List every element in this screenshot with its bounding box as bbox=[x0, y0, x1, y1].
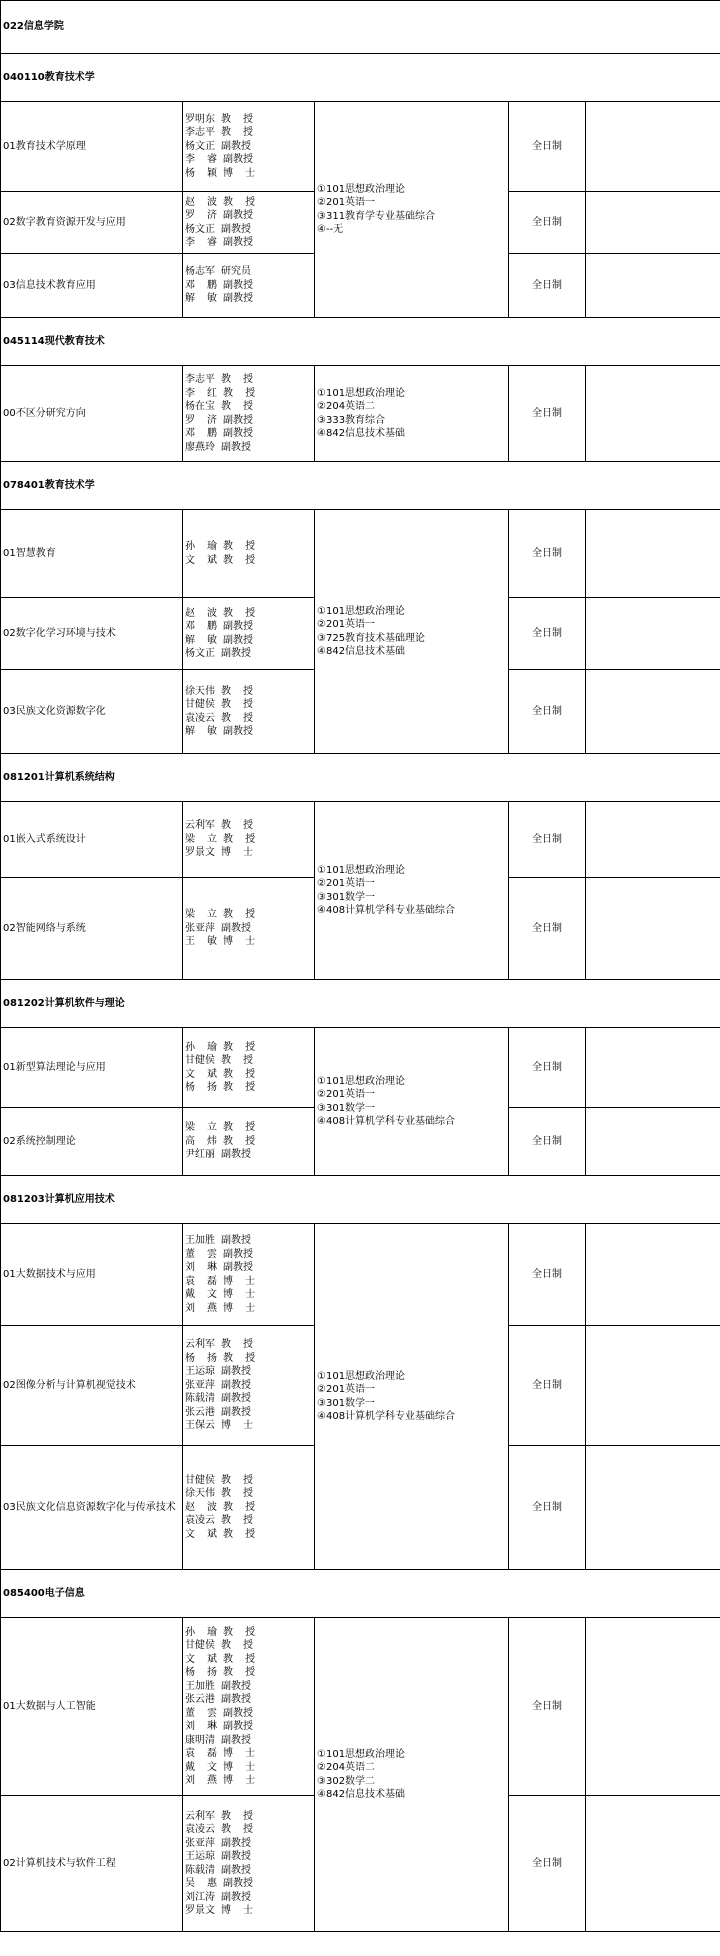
tutor-list bbox=[183, 1224, 315, 1326]
exam-subjects bbox=[315, 802, 509, 980]
tutor-list bbox=[183, 1326, 315, 1446]
exam-subject: ②201英语一 bbox=[317, 878, 376, 889]
direction-name: 01嵌入式系统设计 bbox=[1, 802, 183, 878]
exam-subject: ④408计算机学科专业基础综合 bbox=[317, 1411, 456, 1422]
tutor-entry: 高 炜 教 授 bbox=[185, 1135, 256, 1147]
tutor-entry: 杨志军 研究员 bbox=[185, 266, 252, 278]
exam-subject: ③301数学一 bbox=[317, 1397, 376, 1409]
tutor-entry: 孙 瑜 教 授 bbox=[185, 541, 256, 552]
direction-name: 01大数据与人工智能 bbox=[1, 1618, 183, 1796]
tutor-list bbox=[183, 878, 315, 980]
tutor-entry: 刘 琳 副教授 bbox=[185, 1262, 254, 1273]
study-mode: 全日制 bbox=[509, 670, 586, 754]
direction-row bbox=[1, 802, 720, 878]
exam-subject: ③311教育学专业基础综合 bbox=[317, 210, 436, 222]
tutor-entry: 解 敏 副教授 bbox=[185, 634, 254, 646]
exam-subject: ④408计算机学科专业基础综合 bbox=[317, 1116, 456, 1127]
tutor-entry: 杨 扬 教 授 bbox=[185, 1352, 256, 1364]
major-title: 081203计算机应用技术 bbox=[1, 1176, 720, 1224]
exam-subject: ②201英语一 bbox=[317, 1089, 376, 1100]
tutor-entry: 罗明东 教 授 bbox=[185, 113, 254, 125]
study-mode: 全日制 bbox=[509, 1224, 586, 1326]
tutor-entry: 张云港 副教授 bbox=[185, 1406, 252, 1418]
tutor-entry: 梁 立 教 授 bbox=[185, 1122, 256, 1134]
notes-cell bbox=[586, 878, 720, 980]
exam-subjects bbox=[315, 366, 509, 462]
tutor-entry: 吴 惠 副教授 bbox=[185, 1878, 254, 1889]
tutor-entry: 杨文正 副教授 bbox=[185, 223, 252, 235]
major-header-row bbox=[1, 1570, 720, 1618]
tutor-entry: 徐天伟 教 授 bbox=[185, 1488, 254, 1500]
exam-subject: ①101思想政治理论 bbox=[317, 605, 406, 617]
tutor-entry: 董 雲 副教授 bbox=[185, 1248, 254, 1260]
tutor-entry: 甘健侯 教 授 bbox=[185, 1055, 254, 1066]
study-mode: 全日制 bbox=[509, 1446, 586, 1570]
notes-cell bbox=[586, 192, 720, 254]
tutor-entry: 杨 扬 教 授 bbox=[185, 1082, 256, 1093]
exam-subjects bbox=[315, 102, 509, 318]
major-header-row bbox=[1, 754, 720, 802]
tutor-entry: 罗景文 博 士 bbox=[185, 1905, 254, 1916]
exam-subject: ②201英语一 bbox=[317, 197, 376, 208]
direction-name: 03信息技术教育应用 bbox=[1, 254, 183, 318]
tutor-entry: 云利军 教 授 bbox=[185, 1810, 254, 1822]
direction-name: 02数字化学习环境与技术 bbox=[1, 598, 183, 670]
direction-row bbox=[1, 510, 720, 598]
exam-subjects bbox=[315, 1028, 509, 1176]
exam-subject: ①101思想政治理论 bbox=[317, 864, 406, 876]
tutor-entry: 李志平 教 授 bbox=[185, 127, 254, 139]
exam-subject: ④842信息技术基础 bbox=[317, 646, 406, 657]
tutor-entry: 李 睿 副教授 bbox=[185, 154, 254, 166]
direction-row bbox=[1, 1028, 720, 1108]
tutor-list bbox=[183, 192, 315, 254]
tutor-list bbox=[183, 1446, 315, 1570]
study-mode: 全日制 bbox=[509, 878, 586, 980]
tutor-entry: 袁 磊 博 士 bbox=[185, 1275, 256, 1287]
exam-subjects bbox=[315, 510, 509, 754]
tutor-entry: 尹红丽 副教授 bbox=[185, 1149, 252, 1161]
major-header-row bbox=[1, 1176, 720, 1224]
exam-subject: ③301数学一 bbox=[317, 891, 376, 903]
major-header-row bbox=[1, 980, 720, 1028]
tutor-list bbox=[183, 510, 315, 598]
notes-cell bbox=[586, 102, 720, 192]
notes-cell bbox=[586, 510, 720, 598]
notes-cell bbox=[586, 1224, 720, 1326]
tutor-list bbox=[183, 1618, 315, 1796]
study-mode: 全日制 bbox=[509, 1028, 586, 1108]
tutor-entry: 戴 文 博 士 bbox=[185, 1761, 256, 1773]
tutor-entry: 罗 济 副教授 bbox=[185, 414, 254, 426]
exam-subject: ④842信息技术基础 bbox=[317, 1789, 406, 1800]
direction-row bbox=[1, 366, 720, 462]
tutor-entry: 王运琼 副教授 bbox=[185, 1851, 252, 1862]
tutor-entry: 文 斌 教 授 bbox=[185, 1068, 256, 1080]
tutor-entry: 袁凌云 教 授 bbox=[185, 712, 254, 724]
direction-name: 01大数据技术与应用 bbox=[1, 1224, 183, 1326]
notes-cell bbox=[586, 1796, 720, 1932]
tutor-entry: 李 红 教 授 bbox=[185, 387, 256, 399]
direction-name: 02数字教育资源开发与应用 bbox=[1, 192, 183, 254]
notes-cell bbox=[586, 254, 720, 318]
exam-subjects bbox=[315, 1224, 509, 1570]
study-mode: 全日制 bbox=[509, 254, 586, 318]
tutor-list bbox=[183, 1028, 315, 1108]
major-header-row bbox=[1, 462, 720, 510]
notes-cell bbox=[586, 1618, 720, 1796]
major-header-row bbox=[1, 54, 720, 102]
exam-subject: ④408计算机学科专业基础综合 bbox=[317, 905, 456, 916]
notes-cell bbox=[586, 1446, 720, 1570]
direction-name: 01新型算法理论与应用 bbox=[1, 1028, 183, 1108]
study-mode: 全日制 bbox=[509, 510, 586, 598]
study-mode: 全日制 bbox=[509, 102, 586, 192]
direction-name: 00不区分研究方向 bbox=[1, 366, 183, 462]
exam-subject: ②204英语二 bbox=[317, 1762, 376, 1773]
direction-name: 01智慧教育 bbox=[1, 510, 183, 598]
tutor-list bbox=[183, 1796, 315, 1932]
tutor-entry: 梁 立 教 授 bbox=[185, 833, 256, 845]
study-mode: 全日制 bbox=[509, 1796, 586, 1932]
major-title: 085400电子信息 bbox=[1, 1570, 720, 1618]
tutor-entry: 袁 磊 博 士 bbox=[185, 1748, 256, 1759]
tutor-entry: 王加胜 副教授 bbox=[185, 1235, 252, 1246]
study-mode: 全日制 bbox=[509, 1618, 586, 1796]
tutor-entry: 王 敏 博 士 bbox=[185, 936, 256, 948]
notes-cell bbox=[586, 1108, 720, 1176]
tutor-entry: 张云港 副教授 bbox=[185, 1694, 252, 1705]
tutor-entry: 杨 颖 博 士 bbox=[185, 167, 256, 179]
tutor-entry: 邓 鹏 副教授 bbox=[185, 621, 254, 632]
notes-cell bbox=[586, 802, 720, 878]
major-title: 078401教育技术学 bbox=[1, 462, 720, 510]
exam-subject: ③302数学二 bbox=[317, 1775, 376, 1787]
tutor-entry: 文 斌 教 授 bbox=[185, 554, 256, 566]
exam-subject: ①101思想政治理论 bbox=[317, 1370, 406, 1382]
tutor-entry: 甘健侯 教 授 bbox=[185, 699, 254, 710]
tutor-entry: 王保云 博 士 bbox=[185, 1420, 254, 1432]
tutor-entry: 刘 琳 副教授 bbox=[185, 1721, 254, 1732]
notes-cell bbox=[586, 598, 720, 670]
tutor-entry: 梁 立 教 授 bbox=[185, 909, 256, 921]
notes-cell bbox=[586, 670, 720, 754]
tutor-entry: 邓 鹏 副教授 bbox=[185, 428, 254, 439]
notes-cell bbox=[586, 366, 720, 462]
tutor-entry: 杨在宝 教 授 bbox=[185, 401, 254, 412]
tutor-entry: 解 敏 副教授 bbox=[185, 726, 254, 737]
tutor-list bbox=[183, 254, 315, 318]
tutor-entry: 刘江涛 副教授 bbox=[185, 1891, 252, 1903]
study-mode: 全日制 bbox=[509, 598, 586, 670]
notes-cell bbox=[586, 1326, 720, 1446]
tutor-entry: 文 斌 教 授 bbox=[185, 1528, 256, 1540]
exam-subjects bbox=[315, 1618, 509, 1932]
tutor-entry: 文 斌 教 授 bbox=[185, 1653, 256, 1665]
tutor-entry: 刘 燕 博 士 bbox=[185, 1775, 256, 1786]
college-title: 022信息学院 bbox=[1, 1, 720, 54]
exam-subject: ②201英语一 bbox=[317, 619, 376, 630]
direction-name: 02智能网络与系统 bbox=[1, 878, 183, 980]
direction-row bbox=[1, 102, 720, 192]
tutor-entry: 陈载清 副教授 bbox=[185, 1393, 252, 1405]
tutor-entry: 罗 济 副教授 bbox=[185, 210, 254, 221]
tutor-entry: 赵 波 教 授 bbox=[185, 607, 256, 619]
tutor-entry: 徐天伟 教 授 bbox=[185, 685, 254, 697]
tutor-entry: 张亚萍 副教授 bbox=[185, 1379, 252, 1391]
tutor-entry: 袁凌云 教 授 bbox=[185, 1515, 254, 1527]
tutor-entry: 赵 波 教 授 bbox=[185, 196, 256, 208]
tutor-entry: 赵 波 教 授 bbox=[185, 1501, 256, 1513]
study-mode: 全日制 bbox=[509, 802, 586, 878]
tutor-entry: 康明清 副教授 bbox=[185, 1734, 252, 1746]
direction-row bbox=[1, 1224, 720, 1326]
exam-subject: ③333教育综合 bbox=[317, 414, 386, 426]
exam-subject: ②201英语一 bbox=[317, 1384, 376, 1395]
tutor-entry: 王运琼 副教授 bbox=[185, 1366, 252, 1378]
exam-subject: ①101思想政治理论 bbox=[317, 1748, 406, 1760]
notes-cell bbox=[586, 1028, 720, 1108]
tutor-entry: 孙 瑜 教 授 bbox=[185, 1626, 256, 1638]
major-title: 040110教育技术学 bbox=[1, 54, 720, 102]
tutor-entry: 廖燕玲 副教授 bbox=[185, 441, 252, 453]
exam-subject: ①101思想政治理论 bbox=[317, 387, 406, 399]
exam-subject: ②204英语二 bbox=[317, 401, 376, 412]
tutor-entry: 张亚萍 副教授 bbox=[185, 922, 252, 934]
direction-row bbox=[1, 1618, 720, 1796]
college-row bbox=[1, 1, 720, 54]
major-title: 045114现代教育技术 bbox=[1, 318, 720, 366]
exam-subject: ③725教育技术基础理论 bbox=[317, 632, 426, 644]
tutor-entry: 杨文正 副教授 bbox=[185, 140, 252, 152]
tutor-entry: 刘 燕 博 士 bbox=[185, 1302, 256, 1314]
tutor-entry: 董 雲 副教授 bbox=[185, 1707, 254, 1719]
tutor-entry: 邓 鹏 副教授 bbox=[185, 279, 254, 291]
tutor-entry: 甘健侯 教 授 bbox=[185, 1474, 254, 1486]
tutor-entry: 解 敏 副教授 bbox=[185, 293, 254, 305]
tutor-entry: 王加胜 副教授 bbox=[185, 1680, 252, 1692]
study-mode: 全日制 bbox=[509, 1326, 586, 1446]
tutor-entry: 甘健侯 教 授 bbox=[185, 1640, 254, 1651]
tutor-entry: 孙 瑜 教 授 bbox=[185, 1041, 256, 1053]
catalog-body bbox=[1, 1, 720, 1932]
tutor-entry: 张亚萍 副教授 bbox=[185, 1837, 252, 1849]
direction-name: 02图像分析与计算机视觉技术 bbox=[1, 1326, 183, 1446]
tutor-entry: 杨 扬 教 授 bbox=[185, 1667, 256, 1678]
tutor-entry: 罗景文 博 士 bbox=[185, 847, 254, 859]
major-title: 081201计算机系统结构 bbox=[1, 754, 720, 802]
tutor-entry: 云利军 教 授 bbox=[185, 1339, 254, 1351]
tutor-list bbox=[183, 1108, 315, 1176]
tutor-list bbox=[183, 366, 315, 462]
tutor-entry: 袁凌云 教 授 bbox=[185, 1824, 254, 1835]
direction-name: 02系统控制理论 bbox=[1, 1108, 183, 1176]
tutor-list bbox=[183, 670, 315, 754]
major-header-row bbox=[1, 318, 720, 366]
tutor-entry: 杨文正 副教授 bbox=[185, 648, 252, 659]
tutor-entry: 戴 文 博 士 bbox=[185, 1289, 256, 1300]
study-mode: 全日制 bbox=[509, 192, 586, 254]
exam-subject: ①101思想政治理论 bbox=[317, 183, 406, 195]
exam-subject: ①101思想政治理论 bbox=[317, 1075, 406, 1087]
direction-name: 03民族文化信息资源数字化与传承技术 bbox=[1, 1446, 183, 1570]
exam-subject: ④--无 bbox=[317, 224, 344, 235]
tutor-entry: 云利军 教 授 bbox=[185, 820, 254, 832]
exam-subject: ④842信息技术基础 bbox=[317, 428, 406, 439]
major-title: 081202计算机软件与理论 bbox=[1, 980, 720, 1028]
tutor-list bbox=[183, 802, 315, 878]
tutor-entry: 李志平 教 授 bbox=[185, 374, 254, 385]
direction-name: 01教育技术学原理 bbox=[1, 102, 183, 192]
tutor-list bbox=[183, 102, 315, 192]
tutor-entry: 陈载清 副教授 bbox=[185, 1864, 252, 1876]
tutor-entry: 李 睿 副教授 bbox=[185, 237, 254, 248]
exam-subject: ③301数学一 bbox=[317, 1102, 376, 1114]
direction-name: 03民族文化资源数字化 bbox=[1, 670, 183, 754]
tutor-list bbox=[183, 598, 315, 670]
study-mode: 全日制 bbox=[509, 1108, 586, 1176]
study-mode: 全日制 bbox=[509, 366, 586, 462]
direction-name: 02计算机技术与软件工程 bbox=[1, 1796, 183, 1932]
